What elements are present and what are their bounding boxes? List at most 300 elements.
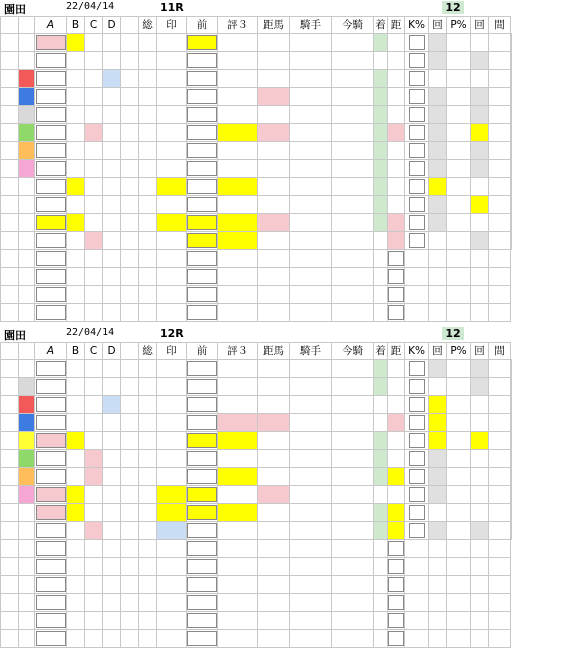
mark-box (187, 107, 217, 122)
table-row[interactable] (1, 88, 512, 106)
position-cell (35, 106, 67, 124)
col-c (85, 70, 103, 88)
interval (511, 52, 512, 70)
p-pct (471, 414, 489, 432)
eval-3 (258, 52, 290, 70)
empty-cell (447, 268, 471, 286)
empty-cell (121, 250, 139, 268)
p-pct (471, 214, 489, 232)
empty-cell (103, 286, 121, 304)
p-pct (471, 486, 489, 504)
race-date: 22/04/14 (66, 327, 115, 338)
empty-row[interactable] (1, 558, 512, 576)
empty-cell (374, 594, 388, 612)
col-e (121, 214, 139, 232)
col-d (103, 378, 121, 396)
prev-grade (218, 396, 258, 414)
row-number (1, 594, 19, 612)
empty-cell (139, 576, 157, 594)
column-header: 距馬 (258, 17, 290, 34)
empty-cell (67, 304, 85, 322)
empty-row[interactable] (1, 268, 512, 286)
mark-cell (187, 52, 218, 70)
empty-cell (258, 594, 290, 612)
distance-cell (405, 70, 429, 88)
empty-row[interactable] (1, 304, 512, 322)
p-pct (471, 160, 489, 178)
running-style (157, 468, 187, 486)
eval-3 (258, 124, 290, 142)
distance-box (409, 143, 425, 158)
arrow-cell (139, 160, 157, 178)
table-row[interactable] (1, 70, 512, 88)
prev-grade (218, 70, 258, 88)
jockey-record (332, 486, 374, 504)
empty-cell (103, 594, 121, 612)
dist-horse (290, 142, 332, 160)
p-runs (489, 124, 511, 142)
col-c (85, 378, 103, 396)
mark-cell (187, 142, 218, 160)
distance-box (409, 505, 425, 520)
position-box (36, 215, 66, 230)
empty-cell (471, 250, 489, 268)
position-box (36, 361, 66, 376)
empty-cell (374, 540, 388, 558)
k-runs (447, 196, 471, 214)
empty-cell (447, 558, 471, 576)
empty-cell (429, 630, 447, 648)
p-pct (471, 196, 489, 214)
empty-cell (405, 576, 429, 594)
empty-row[interactable] (1, 594, 512, 612)
empty-cell (258, 286, 290, 304)
k-pct (429, 160, 447, 178)
mark-box (187, 469, 217, 484)
interval (511, 88, 512, 106)
empty-row[interactable] (1, 540, 512, 558)
distance-cell (405, 52, 429, 70)
empty-cell (67, 558, 85, 576)
empty-cell (471, 304, 489, 322)
empty-cell (489, 576, 511, 594)
empty-cell (67, 576, 85, 594)
empty-cell (447, 250, 471, 268)
empty-cell (19, 250, 35, 268)
col-c (85, 178, 103, 196)
running-style (157, 196, 187, 214)
table-row[interactable] (1, 232, 512, 250)
empty-cell (290, 594, 332, 612)
empty-cell (35, 594, 67, 612)
position-cell (35, 450, 67, 468)
running-style (157, 142, 187, 160)
col-b (67, 450, 85, 468)
col-d (103, 70, 121, 88)
arrow-cell (139, 52, 157, 70)
row-number (1, 450, 19, 468)
eval-3 (258, 196, 290, 214)
running-style (157, 34, 187, 52)
empty-cell (388, 250, 405, 268)
mark-box (187, 379, 217, 394)
distance-cell (405, 432, 429, 450)
empty-cell (429, 268, 447, 286)
col-e (121, 70, 139, 88)
distance-box (409, 361, 425, 376)
empty-cell (218, 268, 258, 286)
col-e (121, 52, 139, 70)
arrow-cell (139, 360, 157, 378)
mark-box (187, 397, 217, 412)
jockey-rank (388, 178, 405, 196)
position-box (36, 505, 66, 520)
gate-number (19, 450, 35, 468)
position-box (36, 559, 66, 574)
arrow-cell (139, 468, 157, 486)
interval (511, 432, 512, 450)
empty-cell (139, 630, 157, 648)
empty-cell (19, 612, 35, 630)
jockey-name (374, 142, 388, 160)
col-d (103, 360, 121, 378)
distance-cell (405, 360, 429, 378)
table-row[interactable] (1, 106, 512, 124)
position-box (36, 487, 66, 502)
col-c (85, 34, 103, 52)
row-number (1, 34, 19, 52)
empty-cell (429, 576, 447, 594)
p-pct (471, 106, 489, 124)
distance-box (409, 433, 425, 448)
k-pct (429, 124, 447, 142)
empty-row[interactable] (1, 576, 512, 594)
empty-cell (121, 594, 139, 612)
position-cell (35, 504, 67, 522)
table-row[interactable] (1, 34, 512, 52)
row-number (1, 504, 19, 522)
interval (511, 196, 512, 214)
jockey-rank (388, 396, 405, 414)
empty-cell (103, 540, 121, 558)
row-number (1, 522, 19, 540)
distance-cell (405, 196, 429, 214)
prev-grade (218, 88, 258, 106)
table-row[interactable] (1, 142, 512, 160)
p-runs (489, 360, 511, 378)
empty-row[interactable] (1, 612, 512, 630)
empty-cell (489, 304, 511, 322)
gate-number (19, 52, 35, 70)
distance-cell (405, 396, 429, 414)
jockey-record (332, 468, 374, 486)
mark-cell (187, 178, 218, 196)
jockey-name (374, 522, 388, 540)
empty-cell (332, 268, 374, 286)
column-header: 評３ (218, 17, 258, 34)
empty-row[interactable] (1, 630, 512, 648)
col-d (103, 106, 121, 124)
dist-horse (290, 414, 332, 432)
jockey-name (374, 88, 388, 106)
col-b (67, 522, 85, 540)
column-header: 前 (187, 17, 218, 34)
race-number: 12R (160, 327, 184, 340)
running-style (157, 232, 187, 250)
empty-cell (187, 576, 218, 594)
col-e (121, 486, 139, 504)
col-c (85, 486, 103, 504)
mark-box (187, 233, 217, 248)
jockey-name (374, 504, 388, 522)
empty-cell (374, 250, 388, 268)
dist-horse (290, 378, 332, 396)
mark-box (187, 361, 217, 376)
empty-cell (471, 630, 489, 648)
table-row[interactable] (1, 360, 512, 378)
race-title-row (0, 326, 512, 342)
table-row[interactable] (1, 124, 512, 142)
dist-horse (290, 486, 332, 504)
position-box (36, 179, 66, 194)
empty-row[interactable] (1, 286, 512, 304)
empty-cell (290, 250, 332, 268)
jockey-record (332, 360, 374, 378)
distance-box (388, 541, 404, 556)
eval-3 (258, 432, 290, 450)
empty-cell (218, 630, 258, 648)
k-pct (429, 522, 447, 540)
position-box (36, 595, 66, 610)
race-table (0, 16, 512, 322)
col-b (67, 124, 85, 142)
empty-cell (19, 594, 35, 612)
mark-cell (187, 504, 218, 522)
table-row[interactable] (1, 196, 512, 214)
column-header: 着 (374, 17, 388, 34)
distance-box (409, 233, 425, 248)
table-row[interactable] (1, 52, 512, 70)
empty-cell (471, 576, 489, 594)
table-row[interactable] (1, 414, 512, 432)
position-box (36, 233, 66, 248)
position-box (36, 269, 66, 284)
empty-cell (290, 304, 332, 322)
distance-box (388, 631, 404, 646)
table-row[interactable] (1, 486, 512, 504)
k-runs (447, 88, 471, 106)
col-c (85, 360, 103, 378)
column-header: 今騎 (332, 343, 374, 360)
column-header: 回 (429, 343, 447, 360)
race-distance: 12 (442, 327, 464, 340)
interval (511, 34, 512, 52)
empty-cell (103, 558, 121, 576)
col-e (121, 232, 139, 250)
arrow-cell (139, 378, 157, 396)
mark-cell (187, 196, 218, 214)
table-row[interactable] (1, 522, 512, 540)
k-runs (447, 504, 471, 522)
position-box (36, 53, 66, 68)
empty-cell (447, 576, 471, 594)
row-number (1, 414, 19, 432)
distance-box (409, 89, 425, 104)
jockey-record (332, 432, 374, 450)
mark-cell (187, 124, 218, 142)
empty-cell (332, 612, 374, 630)
gate-number (19, 378, 35, 396)
p-pct (471, 70, 489, 88)
row-number (1, 70, 19, 88)
dist-horse (290, 504, 332, 522)
col-b (67, 88, 85, 106)
col-d (103, 88, 121, 106)
jockey-name (374, 214, 388, 232)
column-header: K% (405, 343, 429, 360)
empty-cell (85, 540, 103, 558)
empty-cell (332, 304, 374, 322)
arrow-cell (139, 414, 157, 432)
empty-cell (471, 540, 489, 558)
empty-cell (405, 594, 429, 612)
empty-cell (157, 558, 187, 576)
mark-cell (187, 70, 218, 88)
dist-horse (290, 106, 332, 124)
empty-cell (374, 612, 388, 630)
position-box (36, 197, 66, 212)
distance-box (388, 251, 404, 266)
empty-cell (429, 612, 447, 630)
empty-cell (290, 612, 332, 630)
position-cell (35, 232, 67, 250)
row-number (1, 232, 19, 250)
distance-box (409, 523, 425, 538)
empty-cell (67, 594, 85, 612)
jockey-rank (388, 504, 405, 522)
mark-box (187, 305, 217, 320)
mark-box (187, 53, 217, 68)
prev-grade (218, 34, 258, 52)
col-d (103, 450, 121, 468)
row-number (1, 612, 19, 630)
p-pct (471, 88, 489, 106)
position-box (36, 287, 66, 302)
empty-cell (218, 286, 258, 304)
empty-cell (429, 304, 447, 322)
empty-cell (187, 268, 218, 286)
empty-cell (218, 612, 258, 630)
arrow-cell (139, 124, 157, 142)
empty-cell (332, 576, 374, 594)
table-row[interactable] (1, 160, 512, 178)
distance-cell (405, 88, 429, 106)
k-pct (429, 232, 447, 250)
empty-cell (489, 630, 511, 648)
interval (511, 142, 512, 160)
jockey-record (332, 414, 374, 432)
jockey-name (374, 196, 388, 214)
k-runs (447, 52, 471, 70)
row-number (1, 124, 19, 142)
mark-box (187, 541, 217, 556)
table-row[interactable] (1, 214, 512, 232)
table-row[interactable] (1, 396, 512, 414)
p-runs (489, 52, 511, 70)
eval-3 (258, 178, 290, 196)
table-row[interactable] (1, 450, 512, 468)
col-b (67, 232, 85, 250)
jockey-name (374, 34, 388, 52)
mark-cell (187, 160, 218, 178)
table-row[interactable] (1, 468, 512, 486)
k-pct (429, 432, 447, 450)
k-runs (447, 486, 471, 504)
col-e (121, 432, 139, 450)
jockey-record (332, 106, 374, 124)
col-e (121, 414, 139, 432)
table-row[interactable] (1, 432, 512, 450)
empty-cell (187, 540, 218, 558)
table-row[interactable] (1, 178, 512, 196)
prev-grade (218, 52, 258, 70)
jockey-record (332, 70, 374, 88)
jockey-record (332, 196, 374, 214)
empty-cell (157, 612, 187, 630)
position-box (36, 541, 66, 556)
empty-cell (19, 576, 35, 594)
column-header: 回 (429, 17, 447, 34)
jockey-record (332, 232, 374, 250)
empty-row[interactable] (1, 250, 512, 268)
empty-cell (157, 576, 187, 594)
col-b (67, 214, 85, 232)
empty-cell (489, 286, 511, 304)
empty-cell (290, 286, 332, 304)
k-pct (429, 142, 447, 160)
position-box (36, 523, 66, 538)
prev-grade (218, 160, 258, 178)
running-style (157, 178, 187, 196)
eval-3 (258, 468, 290, 486)
k-runs (447, 70, 471, 88)
col-c (85, 52, 103, 70)
running-style (157, 504, 187, 522)
eval-3 (258, 70, 290, 88)
col-c (85, 196, 103, 214)
empty-cell (103, 250, 121, 268)
row-number (1, 468, 19, 486)
jockey-record (332, 504, 374, 522)
gate-number (19, 160, 35, 178)
jockey-rank (388, 34, 405, 52)
col-c (85, 432, 103, 450)
k-runs (447, 214, 471, 232)
table-row[interactable] (1, 504, 512, 522)
k-pct (429, 178, 447, 196)
empty-cell (103, 304, 121, 322)
k-pct (429, 52, 447, 70)
col-e (121, 504, 139, 522)
jockey-record (332, 450, 374, 468)
gate-number (19, 106, 35, 124)
k-runs (447, 34, 471, 52)
prev-grade (218, 432, 258, 450)
mark-box (187, 125, 217, 140)
table-row[interactable] (1, 378, 512, 396)
col-d (103, 178, 121, 196)
distance-cell (405, 504, 429, 522)
